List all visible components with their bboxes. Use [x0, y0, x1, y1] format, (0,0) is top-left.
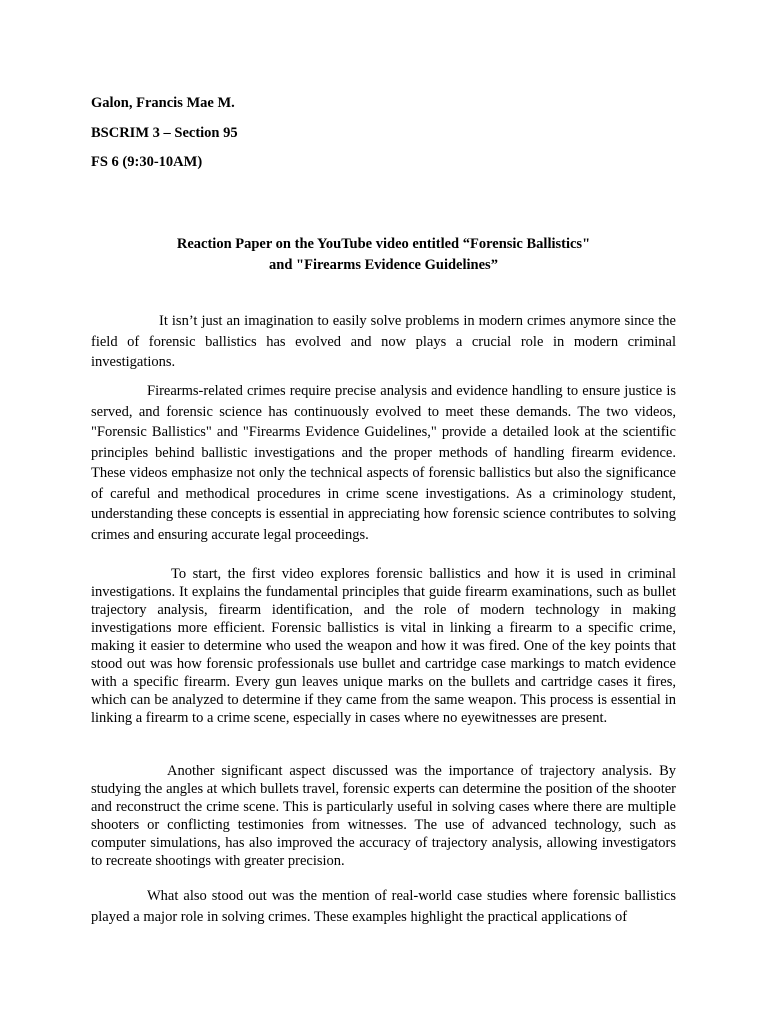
paragraph-3: To start, the first video explores forensic ballistics and how it is used in criminal investigations. It explains the fundamental principles that guide firearm examinations, such as bullet trajectory analysis, firearm identification, and the role of modern technology in making investigations more efficient. Forensic ballistics is vital in linking a firearm to a specific crime, making it easier to determine who used the weapon and how it was fired. One of the key points that stood out was how forensic professionals use bullet and cartridge case markings to match evidence with a specific firearm. Every gun leaves unique marks on the bullets and cartridge cases it fires, which can be analyzed to determine if they came from the same weapon. This process is essential in linking a firearm to a crime scene, especially in cases where no eyewitnesses are present.: [91, 566, 676, 726]
class-schedule: FS 6 (9:30-10AM): [91, 154, 203, 170]
course-section: BSCRIM 3 – Section 95: [91, 124, 238, 141]
paragraph-1: It isn’t just an imagination to easily solve problems in modern crimes anymore since the field of forensic ballistics has evolved and now plays a crucial role in modern criminal investigations.: [91, 313, 676, 370]
paper-title-line-2: and "Firearms Evidence Guidelines”: [269, 257, 498, 273]
paper-title-line-1: Reaction Paper on the YouTube video entitled “Forensic Ballistics": [176, 236, 591, 252]
author-name: Galon, Francis Mae M.: [91, 95, 235, 111]
paragraph-5: What also stood out was the mention of real-world case studies where forensic ballistics played a major role in solving crimes. These examples highlight the practical applications of: [91, 888, 676, 925]
author-header: [91, 94, 491, 183]
paragraph-4: Another significant aspect discussed was the importance of trajectory analysis. By studying the angles at which bullets travel, forensic experts can determine the position of the shooter and reconstruct the crime scene. This is particularly useful in solving cases where there are multiple shooters or conflicting testimonies from witnesses. The use of advanced technology, such as computer simulations, has also improved the accuracy of trajectory analysis, allowing investigators to recreate shootings with greater precision.: [91, 763, 676, 869]
paragraph-2: Firearms-related crimes require precise analysis and evidence handling to ensure justice is served, and forensic science has continuously evolved to meet these demands. The two videos, "Forensic Ballistics" and "Firearms Evidence Guidelines," provide a detailed look at the scientific principles behind ballistic investigations and the proper methods of handling firearm evidence. These videos emphasize not only the technical aspects of forensic ballistics but also the significance of careful and methodical procedures in crime scene investigations. As a criminology student, understanding these concepts is essential in appreciating how forensic science contributes to solving crimes and ensuring accurate legal proceedings.: [91, 383, 676, 543]
paper-title: [91, 234, 676, 276]
